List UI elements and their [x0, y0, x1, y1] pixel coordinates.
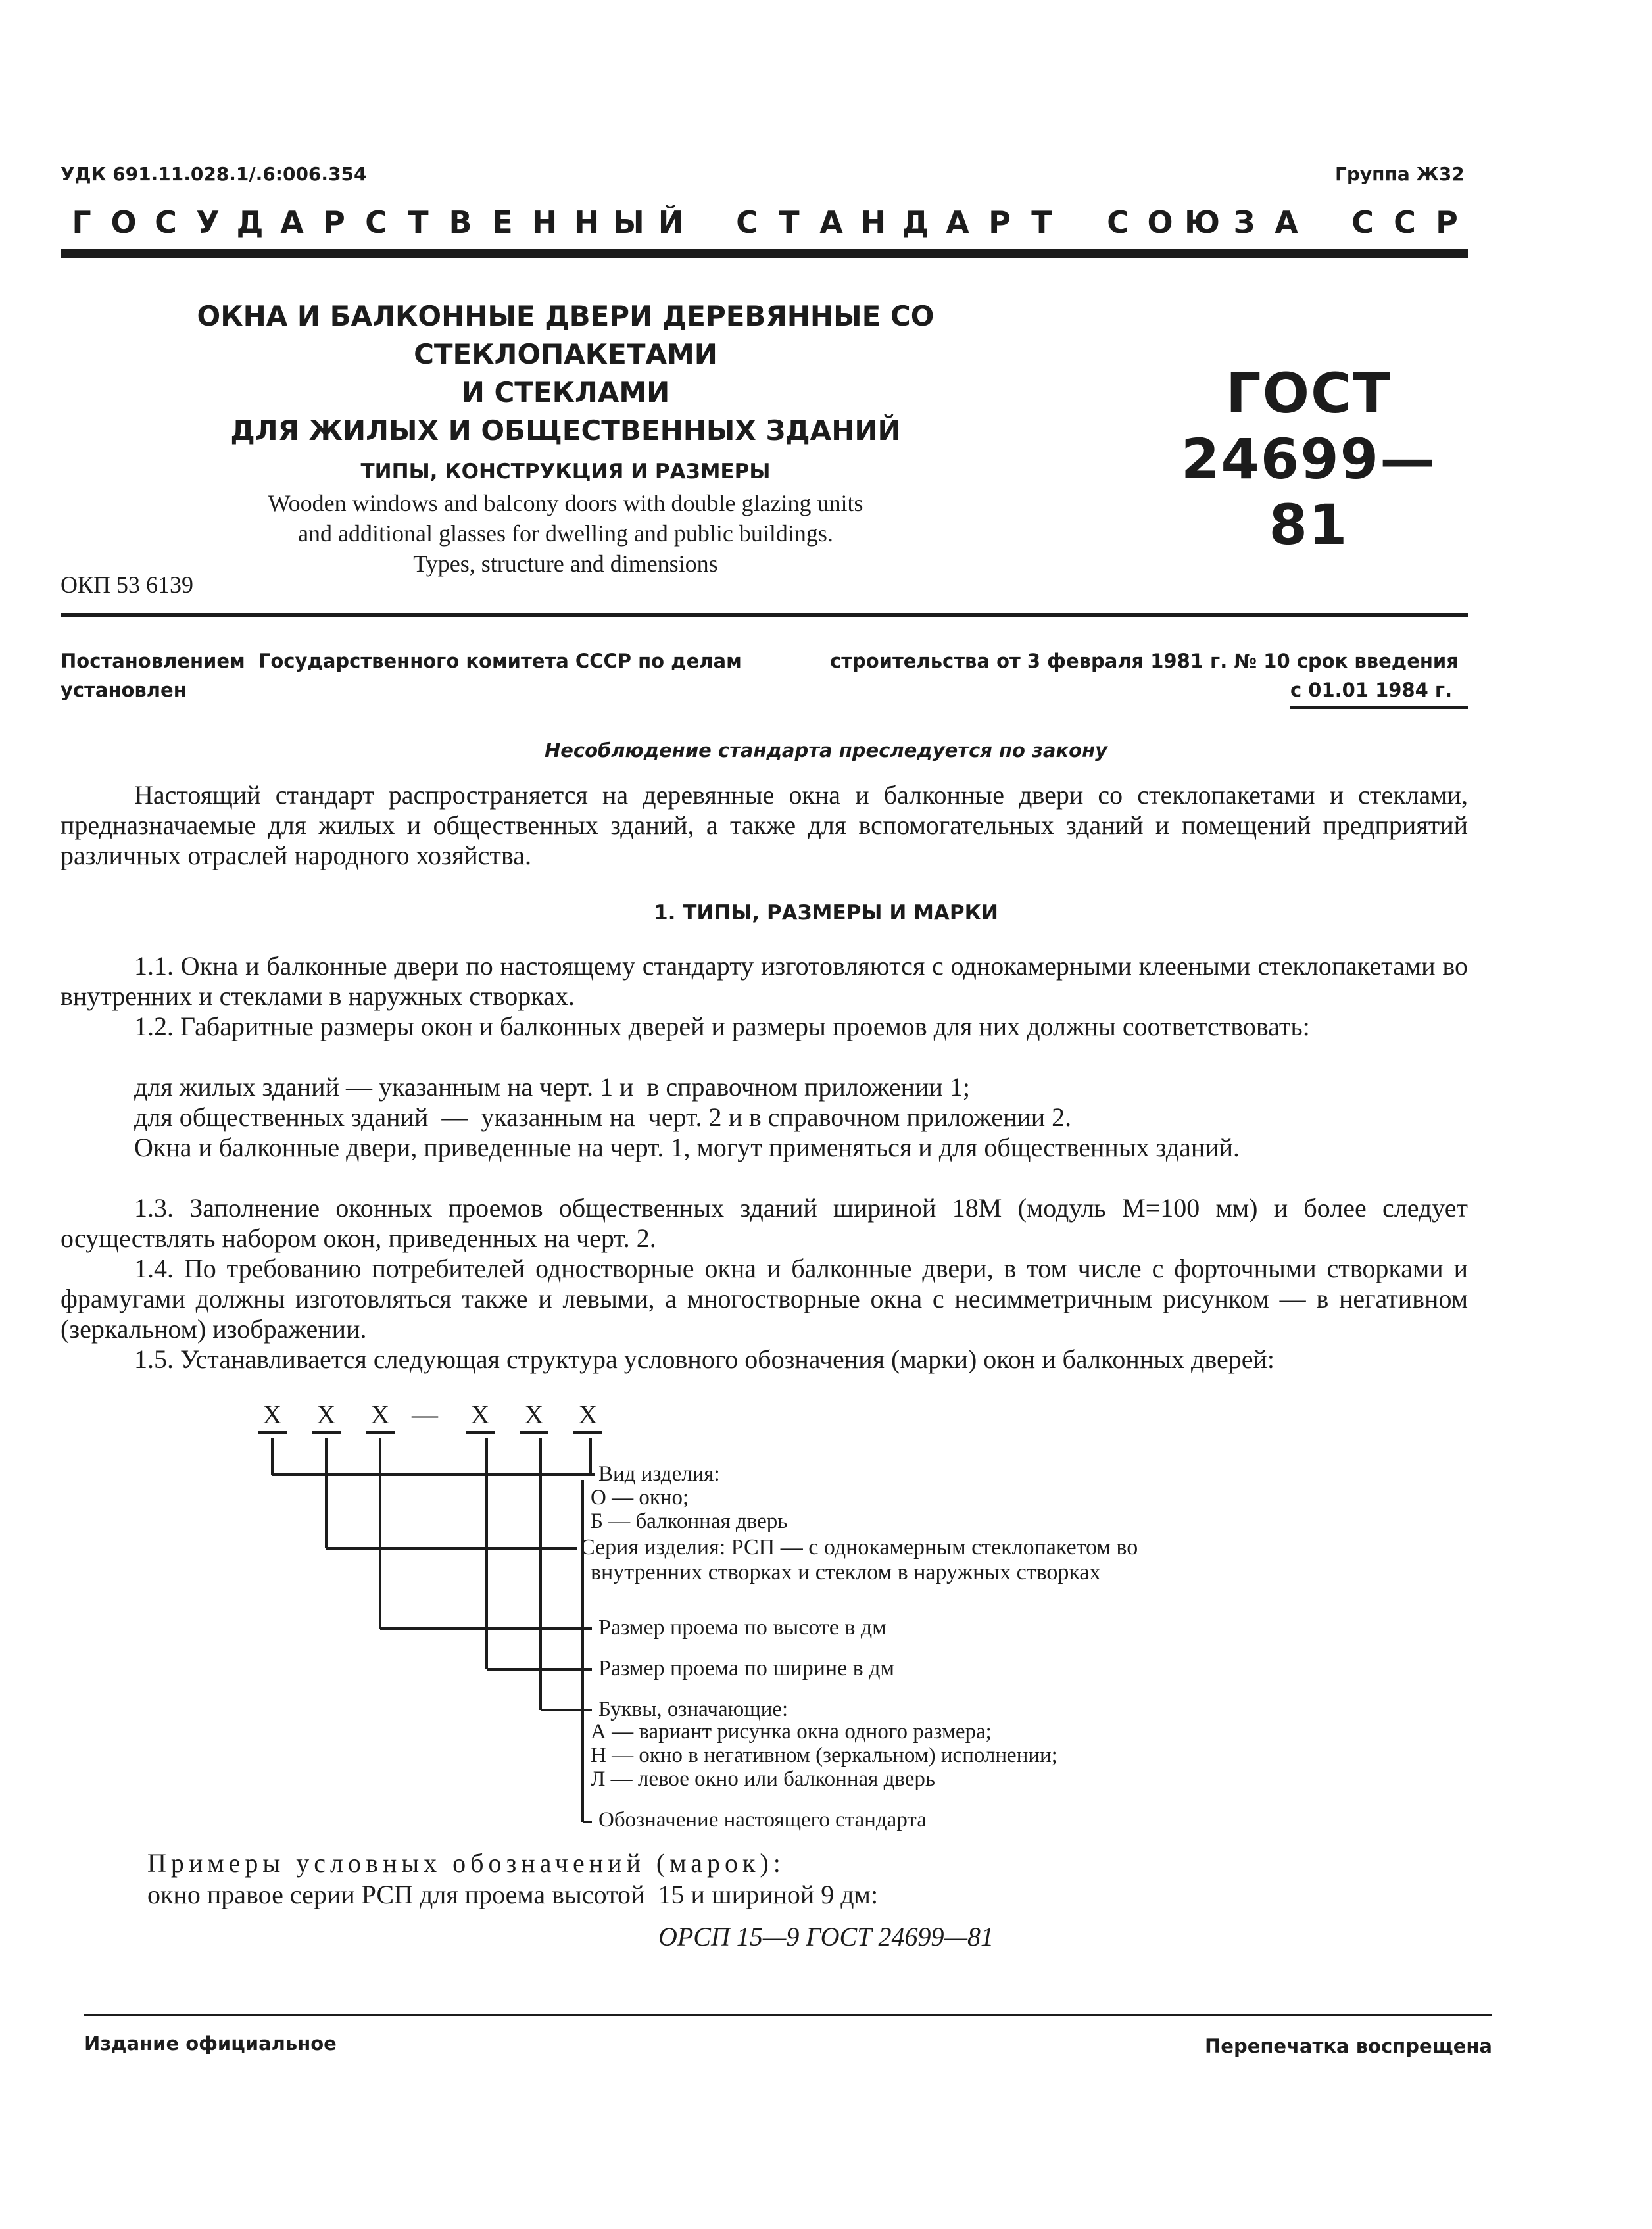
intro-paragraph: Настоящий стандарт распространяется на деревянные окна и балконные двери со стеклопакетами и стеклами, предназначаемые для жилых и общественных зданий, а также для вспомогательных зданий и помещений предприятий различных отраслей народного хозяйства. [61, 780, 1468, 870]
examples-text: окно правое серии РСП для проема высотой 15 и шириной 9 дм: [147, 1880, 879, 1909]
paragraph-1-3: 1.3. Заполнение оконных проемов общественных зданий шириной 18М (модуль М=100 мм) и более следует осуществлять набором окон, приведенных на черт. 2. [61, 1193, 1468, 1253]
mark-pos-1: X [262, 1400, 282, 1429]
decree-right-top: строительства от 3 февраля 1981 г. № 10 срок введения [830, 650, 1459, 672]
mark-pos-6: X [578, 1400, 598, 1429]
gost-label: ГОСТ [1226, 361, 1392, 426]
paragraph-1-4: 1.4. По требованию потребителей одностворные окна и балконные двери, в том числе с форточными створками и фрамугами должны изготовляться также и левыми, а многостворные окна с несимметричным рисунком — в негативном (зеркальном) изображении. [61, 1254, 1468, 1344]
header-rule [61, 249, 1468, 258]
okp-code: ОКП 53 6139 [61, 572, 194, 598]
paragraph-1-5: 1.5. Устанавливается следующая структура условного обозначения (марки) окон и балконных дверей: [134, 1344, 1275, 1374]
gost-code: 24699—81 [1180, 427, 1437, 557]
kind-window: О — окно; [591, 1486, 689, 1509]
examples-heading: Примеры условных обозначений (марок): [147, 1848, 785, 1878]
decree-right-bottom: с 01.01 1984 г. [1290, 679, 1453, 701]
kind-label: Вид изделия: [598, 1462, 720, 1486]
mark-dash: — [412, 1400, 438, 1429]
banner-word-1: Г О С У Д А Р С Т В Е Н Н Ы Й [72, 205, 684, 240]
warning-line: Несоблюдение стандарта преследуется по закону [544, 739, 1108, 762]
paragraph-1-2-public: для общественных зданий — указанным на черт. 2 и в справочном приложении 2. [134, 1102, 1072, 1132]
mark-pos-3: X [370, 1400, 390, 1429]
reprint-note: Перепечатка воспрещена [1205, 2035, 1492, 2057]
section-1-title: 1. ТИПЫ, РАЗМЕРЫ И МАРКИ [654, 901, 998, 925]
state-standard-banner [61, 203, 1468, 242]
title-english-2: and additional glasses for dwelling and public buildings. [298, 520, 833, 547]
letter-l: Л — левое окно или балконная дверь [591, 1767, 935, 1791]
paragraph-1-2-residential: для жилых зданий — указанным на черт. 1 и в справочном приложении 1; [134, 1072, 970, 1102]
title-line-2: И СТЕКЛАМИ [461, 376, 670, 408]
standard-label: Обозначение настоящего стандарта [598, 1808, 927, 1832]
decree-left-top: Постановлением Государственного комитета СССР по делам [61, 650, 742, 672]
title-english-1: Wooden windows and balcony doors with double glazing units [268, 490, 863, 516]
paragraph-1-2: 1.2. Габаритные размеры окон и балконных дверей и размеры проемов для них должны соответствовать: [134, 1012, 1310, 1041]
series-line-1: Серия изделия: РСП — с однокамерным стеклопакетом во [580, 1535, 1138, 1559]
udc-code: УДК 691.11.028.1/.6:006.354 [61, 163, 367, 185]
series-line-2: внутренних створках и стеклом в наружных створках [591, 1560, 1101, 1584]
width-label: Размер проема по ширине в дм [598, 1656, 895, 1680]
okp-rule [61, 613, 1468, 617]
decree-underline [1290, 706, 1468, 709]
edition-note: Издание официальное [84, 2032, 337, 2055]
letters-label: Буквы, означающие: [598, 1698, 789, 1721]
paragraph-1-2-note: Окна и балконные двери, приведенные на черт. 1, могут применяться и для общественных зданий. [134, 1133, 1240, 1162]
title-line-1: ОКНА И БАЛКОННЫЕ ДВЕРИ ДЕРЕВЯННЫЕ СО СТЕКЛОПАКЕТАМИ [197, 300, 935, 370]
title-subtitle: ТИПЫ, КОНСТРУКЦИЯ И РАЗМЕРЫ [360, 460, 771, 483]
title-block [118, 297, 1013, 579]
mark-pos-2: X [316, 1400, 336, 1429]
letter-a: А — вариант рисунка окна одного размера; [591, 1720, 992, 1744]
group-code: Группа Ж32 [1335, 163, 1465, 185]
decree-left-bottom: установлен [61, 679, 187, 701]
title-line-3: ДЛЯ ЖИЛЫХ И ОБЩЕСТВЕННЫХ ЗДАНИЙ [230, 414, 901, 447]
mark-pos-4: X [470, 1400, 490, 1429]
title-english-3: Types, structure and dimensions [413, 551, 718, 577]
letter-n: Н — окно в негативном (зеркальном) исполнении; [591, 1744, 1057, 1767]
example-code: ОРСП 15—9 ГОСТ 24699—81 [658, 1922, 994, 1951]
footer-rule [84, 2014, 1492, 2016]
banner-word-3: С О Ю З А [1107, 205, 1298, 240]
height-label: Размер проема по высоте в дм [598, 1615, 887, 1640]
paragraph-1-1: 1.1. Окна и балконные двери по настоящему стандарту изготовляются с однокамерными клееными стеклопакетами во внутренних и стеклами в наружных створках. [61, 951, 1468, 1011]
banner-word-4: С С Р [1351, 205, 1458, 240]
mark-pos-5: X [524, 1400, 544, 1429]
gost-number [1171, 360, 1447, 558]
banner-word-2: С Т А Н Д А Р Т [736, 205, 1052, 240]
kind-balcony-door: Б — балконная дверь [591, 1509, 788, 1533]
